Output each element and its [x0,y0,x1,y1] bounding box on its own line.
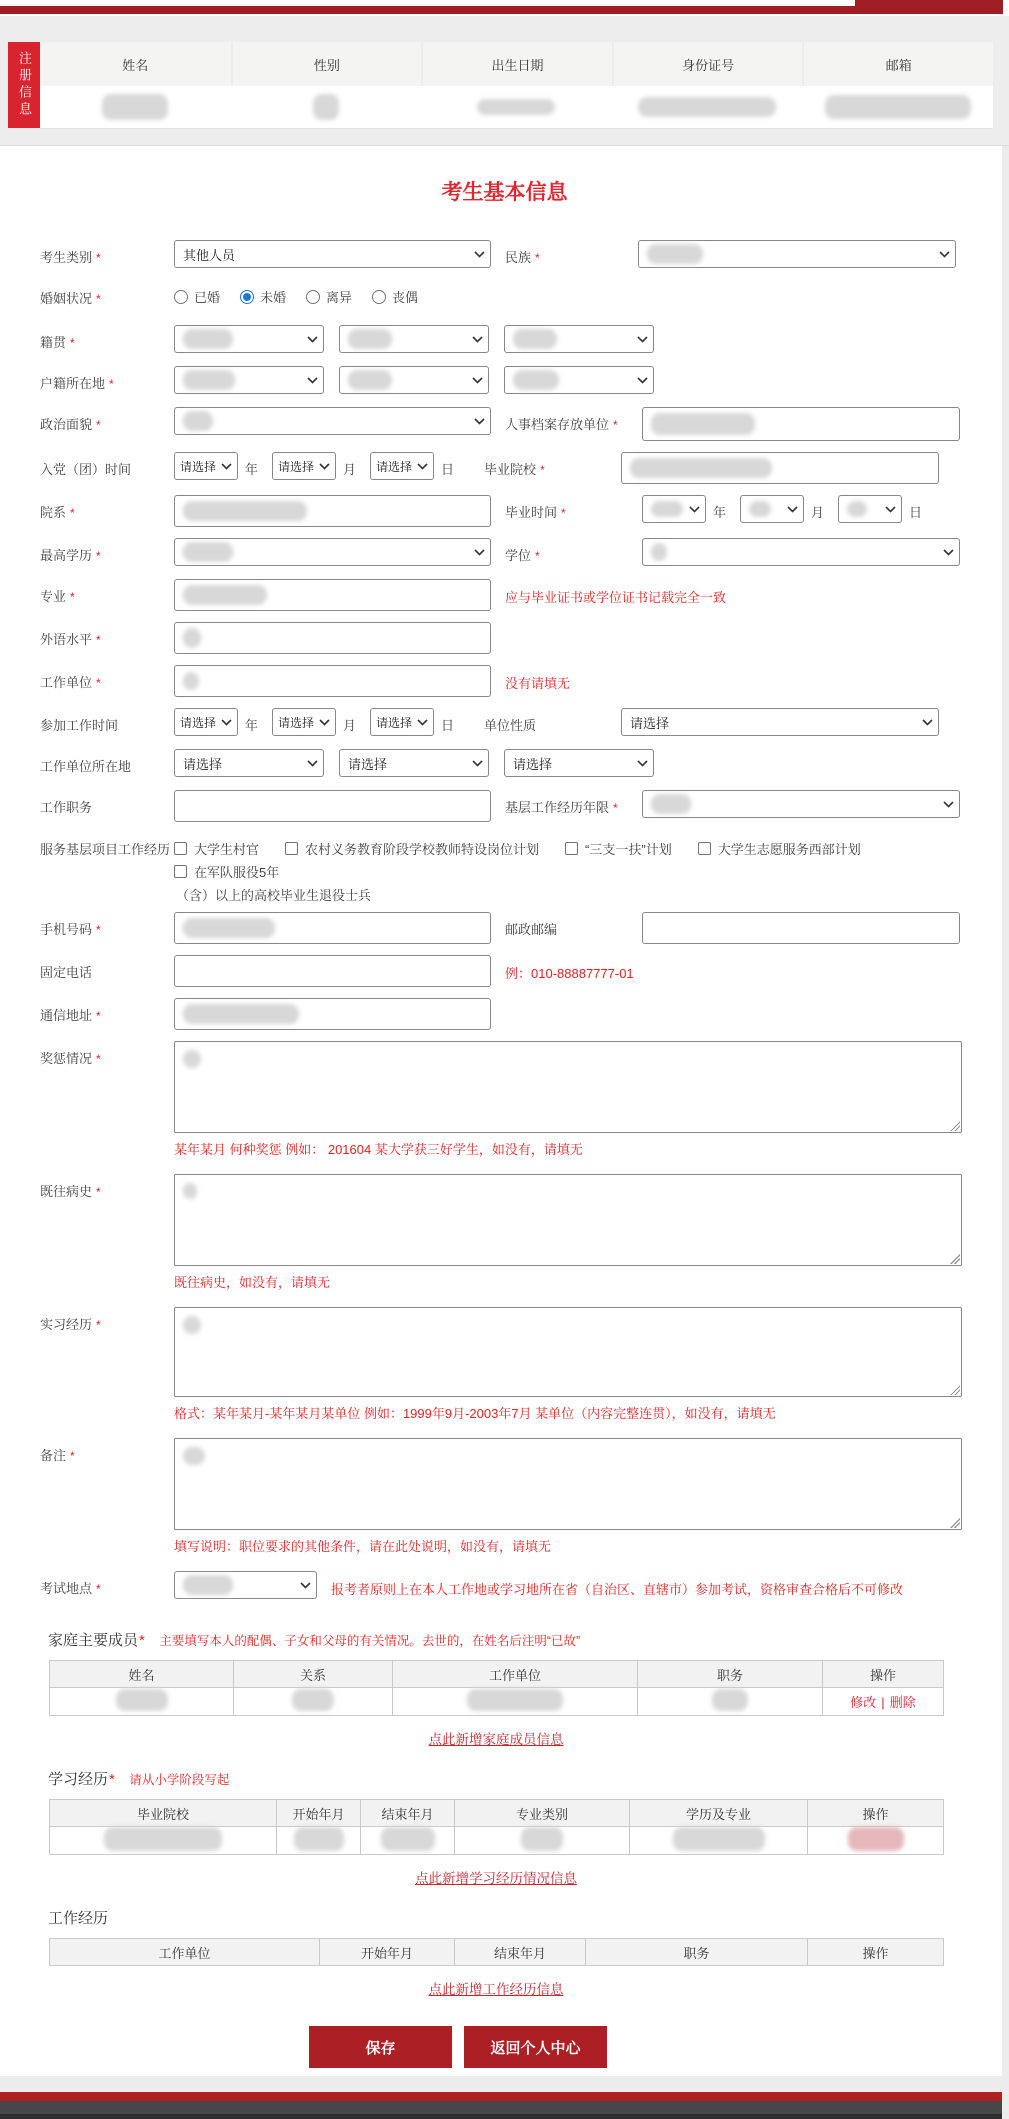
exam-location-select[interactable] [174,1571,317,1599]
degree-select[interactable] [642,538,960,566]
family-data-row [50,1688,944,1716]
radio-icon [174,290,188,304]
radio-icon [372,290,386,304]
employer-location-label: 工作单位所在地 [40,759,132,774]
language-input[interactable] [174,622,491,654]
checkbox-village-official[interactable]: 大学生村官 [174,839,259,858]
top-red-bar [0,6,1003,14]
row-remarks [40,1438,1009,1530]
radio-icon [306,290,320,304]
reg-col-idnumber: 身份证号 [612,42,803,86]
radio-selected-icon [240,290,254,304]
redacted-gender [313,94,339,120]
ethnicity-select[interactable] [638,240,956,268]
education-title: 学习经历 * [48,1771,115,1788]
redacted-idnumber [638,97,776,117]
mobile-label: 手机号码 * [40,912,174,938]
address-label: 通信地址 * [40,998,174,1024]
checkbox-icon [174,842,187,855]
form-area [0,146,1009,2068]
row-education-degree [40,538,1009,568]
college-input[interactable] [621,452,939,484]
unit-month: 月 [343,718,357,733]
employer-type-label: 单位性质 [484,718,537,733]
registration-table [40,42,993,129]
row-jobtitle-grassroots [40,790,1009,822]
chevron-down-icon [787,506,798,513]
page-title: 考生基本信息 [441,181,568,204]
chevron-down-icon [417,719,428,726]
unit-month: 月 [343,462,357,477]
exam-location-label: 考试地点 * [40,1571,174,1597]
medical-history-hint: 既往病史，如没有，请填无 [174,1275,331,1290]
row-address [40,998,1009,1030]
checkbox-rural-teacher-plan[interactable]: 农村义务教育阶段学校教师特设岗位计划 [285,839,539,858]
internship-label: 实习经历 * [40,1307,174,1333]
chevron-down-icon [637,336,648,343]
checkbox-icon [698,842,711,855]
landline-hint: 例：010-88887777-01 [505,966,634,981]
workstart-year-select[interactable]: 请选择 [174,708,238,736]
footer-gray-band [0,2076,1009,2092]
link-separator [876,1695,889,1710]
unit-day: 日 [441,462,455,477]
work-start-label: 参加工作时间 [40,718,119,733]
checkbox-three-supports-plan[interactable]: “三支一扶”计划 [565,839,672,858]
education-label: 最高学历 * [40,538,174,564]
row-landline [40,955,1009,987]
row-employer-location [40,749,1009,779]
row-department-graddate [40,495,1009,527]
row-marital [40,281,1009,311]
employer-hint: 没有请填无 [505,676,571,691]
page-right-gutter [1002,16,1009,2119]
family-title: 家庭主要成员 * [48,1632,145,1649]
job-title-label: 工作职务 [40,800,93,815]
grad-year-select[interactable] [642,495,706,523]
row-major [40,579,1009,611]
internship-textarea[interactable] [174,1307,962,1397]
household-label: 户籍所在地 * [40,366,174,392]
redacted-birthdate [477,99,555,115]
remarks-textarea[interactable] [174,1438,962,1530]
checkbox-west-volunteer-plan[interactable]: 大学生志愿服务西部计划 [698,839,861,858]
chevron-down-icon [221,463,232,470]
unit-year: 年 [713,505,727,520]
radio-widowed[interactable]: 丧偶 [372,281,418,306]
top-red-bar-right [855,0,1003,14]
work-title: 工作经历 [48,1910,109,1927]
department-input[interactable] [174,495,491,527]
employer-city-select[interactable]: 请选择 [339,749,489,777]
work-header-row: 工作单位 开始年月 结束年月 职务 操作 [50,1939,944,1966]
education-select[interactable] [174,538,491,566]
chevron-down-icon [943,549,954,556]
footer-dark-band [0,2101,1009,2114]
unit-year: 年 [245,718,259,733]
employer-input[interactable] [174,665,491,697]
checkbox-icon [174,865,187,878]
marital-label: 婚姻状况 * [40,281,174,307]
checkbox-veteran[interactable]: 在军队服役5年 [174,862,279,881]
chevron-down-icon [472,377,483,384]
registration-info-tab[interactable]: 注册信息 [8,42,40,128]
archive-unit-input[interactable] [642,407,960,441]
chevron-down-icon [472,336,483,343]
radio-unmarried[interactable]: 未婚 [240,281,286,306]
redacted-email [825,95,971,119]
education-table [49,1799,944,1855]
row-employer [40,665,1009,697]
employer-label: 工作单位 * [40,665,174,691]
chevron-down-icon [637,377,648,384]
political-label: 政治面貌 * [40,407,174,433]
chevron-down-icon [307,760,318,767]
add-family-member-link[interactable]: 点此新增家庭成员信息 [428,1732,564,1747]
native-county-select[interactable] [504,325,654,353]
top-bar [0,0,1009,16]
footer-red-stripe [0,2092,1009,2101]
family-delete-link[interactable]: 删除 [889,1695,916,1710]
employer-province-select[interactable]: 请选择 [174,749,324,777]
party-year-select[interactable]: 请选择 [174,452,238,480]
row-mobile-postcode [40,912,1009,944]
language-label: 外语水平 * [40,622,174,648]
chevron-down-icon [637,760,648,767]
family-table [49,1660,944,1716]
family-section-header [48,1629,1009,1650]
workstart-day-select[interactable]: 请选择 [370,708,434,736]
category-value: 其他人员 [183,247,236,263]
resize-handle-icon[interactable] [950,1121,960,1131]
rewards-label: 奖惩情况 * [40,1041,174,1067]
college-label: 毕业院校 * [484,452,621,478]
chevron-down-icon [417,463,428,470]
address-input[interactable] [174,998,491,1030]
form-buttons [309,2026,1009,2068]
chevron-down-icon [307,377,318,384]
resize-handle-icon[interactable] [950,1385,960,1395]
grad-date-label: 毕业时间 * [505,495,642,521]
degree-label: 学位 * [505,538,642,564]
chevron-down-icon [319,463,330,470]
unit-day: 日 [909,505,923,520]
major-input[interactable] [174,579,491,611]
row-internship [40,1307,1009,1397]
education-header-row: 毕业院校 开始年月 结束年月 专业类别 学历及专业 操作 [50,1800,944,1827]
rewards-textarea[interactable] [174,1041,962,1133]
add-education-link[interactable]: 点此新增学习经历情况信息 [415,1871,577,1886]
household-province-select[interactable] [174,366,324,394]
family-header-row: 姓名 关系 工作单位 职务 操作 [50,1661,944,1688]
major-label: 专业 * [40,579,174,605]
job-title-input[interactable] [174,790,491,822]
exam-location-hint: 报考者原则上在本人工作地或学习地所在省（自治区、直辖市）参加考试，资格审查合格后不可修改 [331,1582,904,1597]
resize-handle-icon[interactable] [950,1518,960,1528]
chevron-down-icon [319,719,330,726]
row-native-place [40,325,1009,355]
native-province-select[interactable] [174,325,324,353]
radio-married[interactable]: 已婚 [174,281,220,306]
row-language [40,622,1009,654]
grassroots-checkboxes [174,833,974,904]
row-party-date-college [40,452,1009,484]
chevron-down-icon [474,549,485,556]
household-county-select[interactable] [504,366,654,394]
rewards-hint: 某年某月 何种奖惩 例如： 201604 某大学获三好学生，如没有，请填无 [174,1142,583,1157]
major-hint: 应与毕业证书或学位证书记载完全一致 [505,590,727,605]
unit-month: 月 [811,505,825,520]
registration-panel [0,16,1009,146]
grad-month-select[interactable] [740,495,804,523]
grad-day-select[interactable] [838,495,902,523]
ethnicity-label: 民族 * [505,240,540,266]
landline-label: 固定电话 [40,965,93,980]
chevron-down-icon [943,801,954,808]
native-city-select[interactable] [339,325,489,353]
chevron-down-icon [474,251,485,258]
redacted-name [102,94,168,120]
reg-col-email: 邮箱 [802,42,993,86]
reg-col-birthdate: 出生日期 [421,42,612,86]
household-city-select[interactable] [339,366,489,394]
reg-data-row [40,86,993,129]
unit-year: 年 [245,462,259,477]
unit-day: 日 [441,718,455,733]
checkbox-icon [565,842,578,855]
checkbox-veteran-label-wrap: （含）以上的高校毕业生退役士兵 [176,888,372,903]
checkbox-icon [285,842,298,855]
category-label: 考生类别 * [40,240,174,266]
chevron-down-icon [689,506,700,513]
grassroots-service-label: 服务基层项目工作经历 [40,842,171,857]
footer-darker-band [0,2114,1009,2119]
employer-county-select[interactable]: 请选择 [504,749,654,777]
resize-handle-icon[interactable] [950,1254,960,1264]
add-work-experience-link[interactable]: 点此新增工作经历信息 [428,1982,564,1997]
reg-col-name: 姓名 [40,42,231,86]
reg-col-gender: 性别 [231,42,422,86]
mobile-input[interactable] [174,912,491,944]
party-date-label: 入党（团）时间 [40,462,132,477]
chevron-down-icon [221,719,232,726]
archive-unit-label: 人事档案存放单位 * [505,407,642,433]
family-hint: 主要填写本人的配偶、子女和父母的有关情况。去世的，在姓名后注明“已故” [159,1634,581,1648]
department-label: 院系 * [40,495,174,521]
back-to-personal-center-button[interactable]: 返回个人中心 [464,2026,607,2068]
chevron-down-icon [307,336,318,343]
family-edit-link[interactable]: 修改 [850,1695,877,1710]
postcode-label: 邮政邮编 [505,922,558,937]
redacted-action-links [848,1827,904,1851]
grassroots-years-label: 基层工作经历年限 * [505,790,642,816]
medical-history-textarea[interactable] [174,1174,962,1266]
redacted-value [647,244,703,264]
row-household [40,366,1009,396]
row-political-archive [40,407,1009,441]
save-button[interactable]: 保存 [309,2026,452,2068]
row-rewards [40,1041,1009,1133]
radio-divorced[interactable]: 离异 [306,281,352,306]
education-hint: 请从小学阶段写起 [129,1773,230,1787]
row-workstart-type [40,708,1009,738]
row-medical-history [40,1174,1009,1266]
work-section-header [48,1907,1009,1928]
chevron-down-icon [885,506,896,513]
row-exam-location [40,1571,1009,1601]
internship-hint: 格式：某年某月-某年某月某单位 例如：1999年9月-2003年7月 某单位（内容完整连贯），如没有，请填无 [174,1406,776,1421]
row-category-ethnicity [40,240,1009,270]
remarks-hint: 填写说明：职位要求的其他条件，请在此处说明，如没有，请填无 [174,1539,552,1554]
political-select[interactable] [174,407,491,435]
education-data-row [50,1827,944,1855]
work-table [49,1938,944,1966]
employer-type-select[interactable]: 请选择 [621,708,939,736]
chevron-down-icon [474,418,485,425]
remarks-label: 备注 * [40,1438,174,1464]
party-month-select[interactable]: 请选择 [272,452,336,480]
row-grassroots-service [40,833,1009,904]
postcode-input[interactable] [642,912,960,944]
landline-input[interactable] [174,955,491,987]
category-select[interactable] [174,240,491,268]
party-day-select[interactable]: 请选择 [370,452,434,480]
workstart-month-select[interactable]: 请选择 [272,708,336,736]
chevron-down-icon [300,1582,311,1589]
native-place-label: 籍贯 * [40,325,174,351]
chevron-down-icon [472,760,483,767]
grassroots-years-select[interactable] [642,790,960,818]
chevron-down-icon [922,719,933,726]
medical-history-label: 既往病史 * [40,1174,174,1200]
education-section-header [48,1768,1009,1789]
chevron-down-icon [939,251,950,258]
